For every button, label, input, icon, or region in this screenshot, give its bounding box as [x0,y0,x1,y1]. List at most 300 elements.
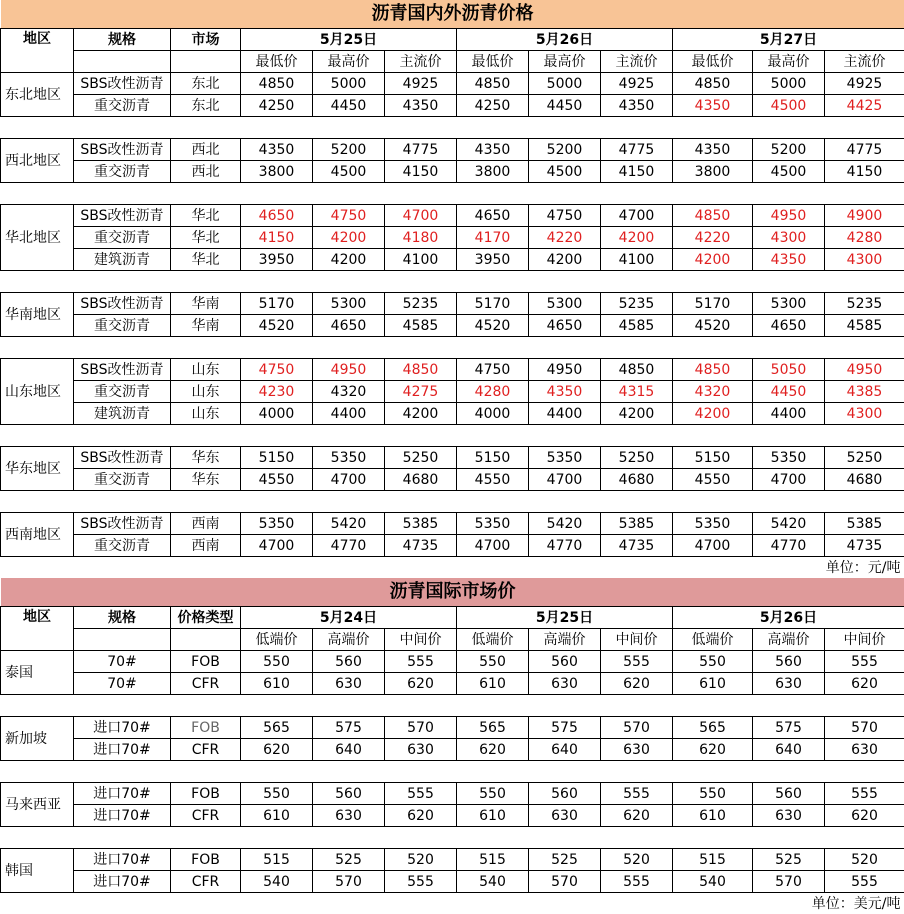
intl-price-cell: 620 [457,739,529,761]
intl-price-cell: 610 [241,805,313,827]
dom-price-cell: 4300 [753,227,825,249]
intl-subheader: 中间价 [385,629,457,651]
dom-price-cell: 4700 [313,469,385,491]
dom-price-cell: 4520 [457,315,529,337]
dom-market-cell: 西南 [171,513,241,535]
dom-price-cell: 5420 [529,513,601,535]
dom-price-cell: 4735 [825,535,904,557]
intl-header-date-3: 5月26日 [673,607,904,629]
table-row [1,469,904,491]
dom-price-cell: 5300 [529,293,601,315]
intl-header-price-type: 价格类型 [171,607,241,629]
dom-market-cell: 东北 [171,95,241,117]
dom-market-cell: 华东 [171,447,241,469]
dom-subheader: 最高价 [529,51,601,73]
dom-price-cell: 4850 [241,73,313,95]
intl-price-cell: 630 [313,673,385,695]
table-row [1,535,904,557]
dom-region-cell: 东北地区 [1,73,74,117]
intl-price-cell: 520 [601,849,673,871]
intl-spec-cell: 进口70# [74,849,171,871]
dom-price-cell: 4275 [385,381,457,403]
intl-price-cell: 630 [385,739,457,761]
dom-price-cell: 5385 [825,513,904,535]
dom-price-cell: 4000 [457,403,529,425]
dom-price-cell: 4450 [313,95,385,117]
dom-price-cell: 4170 [457,227,529,249]
intl-subheader: 低端价 [241,629,313,651]
intl-price-cell: 540 [673,871,753,893]
dom-price-cell: 4320 [673,381,753,403]
dom-price-cell: 4735 [385,535,457,557]
intl-spacer-cell [1,761,904,783]
dom-price-cell: 4550 [457,469,529,491]
intl-price-cell: 555 [385,871,457,893]
intl-price-cell: 640 [753,739,825,761]
dom-market-cell: 华北 [171,249,241,271]
dom-spec-cell: SBS改性沥青 [74,293,171,315]
table-row [1,359,904,381]
dom-market-cell: 山东 [171,359,241,381]
dom-region-cell: 华北地区 [1,205,74,271]
intl-spec-cell: 进口70# [74,805,171,827]
dom-subheader: 主流价 [385,51,457,73]
dom-price-cell: 4200 [673,249,753,271]
dom-market-cell: 华东 [171,469,241,491]
intl-header-type-blank [171,629,241,651]
dom-price-cell: 4735 [601,535,673,557]
dom-price-cell: 4500 [529,161,601,183]
intl-header-date-2: 5月25日 [457,607,673,629]
intl-price-cell: 640 [529,739,601,761]
dom-price-cell: 4750 [313,205,385,227]
dom-price-cell: 4150 [601,161,673,183]
table-row [1,513,904,535]
intl-price-cell: 570 [385,717,457,739]
dom-unit-row [1,557,904,579]
header-date-2: 5月26日 [457,29,673,51]
intl-price-cell: 620 [385,673,457,695]
intl-header-spec-blank [74,629,171,651]
dom-spacer-cell [1,117,904,139]
dom-price-cell: 5000 [753,73,825,95]
dom-spacer-row [1,117,904,139]
dom-price-cell: 4700 [241,535,313,557]
dom-price-cell: 4520 [673,315,753,337]
dom-price-cell: 5170 [241,293,313,315]
intl-price-cell: 620 [241,739,313,761]
dom-price-cell: 4350 [241,139,313,161]
header-date-3: 5月27日 [673,29,904,51]
dom-price-cell: 4585 [601,315,673,337]
intl-price-cell: 560 [313,651,385,673]
dom-price-cell: 4850 [601,359,673,381]
dom-price-cell: 4100 [601,249,673,271]
dom-spacer-cell [1,271,904,293]
intl-price-cell: 630 [529,805,601,827]
intl-price-cell: 555 [825,783,904,805]
dom-price-cell: 4650 [457,205,529,227]
intl-subheader: 高端价 [313,629,385,651]
intl-price-cell: 560 [529,783,601,805]
intl-spacer-row [1,761,904,783]
dom-spacer-row [1,337,904,359]
dom-subheader: 主流价 [601,51,673,73]
header-spec: 规格 [74,29,171,51]
intl-price-cell: 610 [457,673,529,695]
dom-price-cell: 5235 [825,293,904,315]
intl-type-cell: CFR [171,739,241,761]
dom-price-cell: 5350 [529,447,601,469]
intl-price-cell: 555 [825,871,904,893]
intl-price-cell: 570 [825,717,904,739]
dom-price-cell: 4550 [673,469,753,491]
dom-price-cell: 4750 [457,359,529,381]
dom-price-cell: 4775 [825,139,904,161]
dom-price-cell: 4150 [385,161,457,183]
intl-price-cell: 570 [601,717,673,739]
intl-price-cell: 560 [313,783,385,805]
dom-price-cell: 4350 [457,139,529,161]
intl-price-cell: 550 [241,783,313,805]
table-row [1,227,904,249]
dom-region-cell: 西南地区 [1,513,74,557]
dom-spec-cell: 建筑沥青 [74,249,171,271]
table-row [1,783,904,805]
dom-price-cell: 4850 [673,205,753,227]
dom-price-cell: 4180 [385,227,457,249]
intl-spacer-row [1,827,904,849]
intl-price-cell: 575 [313,717,385,739]
table-row [1,315,904,337]
dom-market-cell: 山东 [171,381,241,403]
table-row [1,403,904,425]
intl-subheader: 中间价 [601,629,673,651]
dom-spec-cell: SBS改性沥青 [74,359,171,381]
dom-spacer-cell [1,183,904,205]
dom-price-cell: 4925 [601,73,673,95]
dom-market-cell: 西北 [171,139,241,161]
dom-price-cell: 4300 [825,403,904,425]
dom-price-cell: 5150 [241,447,313,469]
intl-header-spec: 规格 [74,607,171,629]
dom-price-cell: 4850 [673,359,753,381]
dom-price-cell: 5000 [529,73,601,95]
dom-price-cell: 5350 [241,513,313,535]
intl-price-cell: 620 [601,805,673,827]
dom-price-cell: 4770 [529,535,601,557]
dom-price-cell: 4680 [385,469,457,491]
dom-spacer-cell [1,337,904,359]
intl-spacer-row [1,695,904,717]
dom-price-cell: 4770 [313,535,385,557]
table-row [1,447,904,469]
intl-price-cell: 525 [753,849,825,871]
dom-price-cell: 5170 [457,293,529,315]
dom-price-cell: 4100 [385,249,457,271]
dom-spec-cell: 重交沥青 [74,381,171,403]
intl-region-cell: 韩国 [1,849,74,893]
dom-price-cell: 4150 [241,227,313,249]
dom-price-cell: 5350 [753,447,825,469]
dom-price-cell: 5200 [529,139,601,161]
dom-price-cell: 4900 [825,205,904,227]
intl-spec-cell: 70# [74,651,171,673]
dom-region-cell: 西北地区 [1,139,74,183]
intl-region-cell: 新加坡 [1,717,74,761]
intl-spec-cell: 进口70# [74,783,171,805]
dom-spec-cell: 重交沥青 [74,161,171,183]
intl-spec-cell: 70# [74,673,171,695]
dom-price-cell: 4000 [241,403,313,425]
dom-subheader: 最低价 [673,51,753,73]
dom-subheader: 最低价 [241,51,313,73]
dom-price-cell: 4775 [385,139,457,161]
intl-spacer-cell [1,695,904,717]
table-row [1,205,904,227]
dom-price-cell: 4550 [241,469,313,491]
dom-price-cell: 4400 [313,403,385,425]
table-row [1,651,904,673]
intl-type-cell: CFR [171,673,241,695]
dom-price-cell: 4280 [825,227,904,249]
intl-price-cell: 570 [313,871,385,893]
dom-price-cell: 4280 [457,381,529,403]
intl-price-cell: 610 [673,673,753,695]
dom-price-cell: 4350 [673,139,753,161]
dom-price-cell: 4850 [457,73,529,95]
dom-price-cell: 4200 [529,249,601,271]
dom-market-cell: 东北 [171,73,241,95]
dom-price-cell: 4350 [673,95,753,117]
dom-spec-cell: SBS改性沥青 [74,447,171,469]
dom-price-cell: 4200 [601,403,673,425]
intl-subheader: 中间价 [825,629,904,651]
intl-spec-cell: 进口70# [74,739,171,761]
dom-price-cell: 4200 [385,403,457,425]
dom-price-cell: 4350 [753,249,825,271]
dom-price-cell: 4700 [601,205,673,227]
dom-price-cell: 5250 [385,447,457,469]
dom-price-cell: 4700 [457,535,529,557]
dom-price-cell: 4850 [673,73,753,95]
dom-price-cell: 4950 [825,359,904,381]
dom-market-cell: 华北 [171,205,241,227]
table-row [1,739,904,761]
intl-price-cell: 520 [825,849,904,871]
dom-price-cell: 4500 [753,95,825,117]
dom-price-cell: 4520 [241,315,313,337]
intl-price-cell: 630 [753,805,825,827]
dom-price-cell: 4750 [241,359,313,381]
dom-price-cell: 4650 [241,205,313,227]
table-row [1,161,904,183]
dom-spacer-row [1,491,904,513]
table-row [1,871,904,893]
intl-subheader: 高端价 [753,629,825,651]
dom-price-cell: 4300 [825,249,904,271]
dom-price-cell: 5235 [385,293,457,315]
dom-price-cell: 5200 [753,139,825,161]
dom-price-cell: 5200 [313,139,385,161]
intl-region-cell: 泰国 [1,651,74,695]
intl-price-cell: 540 [241,871,313,893]
table-row [1,293,904,315]
dom-price-cell: 4350 [385,95,457,117]
dom-spec-cell: SBS改性沥青 [74,73,171,95]
dom-market-cell: 西北 [171,161,241,183]
table-row [1,673,904,695]
dom-price-cell: 5170 [673,293,753,315]
intl-price-cell: 575 [753,717,825,739]
dom-price-cell: 5350 [457,513,529,535]
dom-price-cell: 4950 [529,359,601,381]
intl-spacer-cell [1,827,904,849]
dom-price-cell: 4385 [825,381,904,403]
intl-header-date-1: 5月24日 [241,607,457,629]
table-row [1,381,904,403]
intl-price-cell: 570 [753,871,825,893]
dom-price-cell: 4650 [313,315,385,337]
intl-price-cell: 610 [241,673,313,695]
dom-price-cell: 4950 [753,205,825,227]
dom-market-cell: 华南 [171,293,241,315]
intl-price-cell: 555 [601,871,673,893]
intl-price-cell: 525 [529,849,601,871]
dom-market-cell: 华南 [171,315,241,337]
dom-price-cell: 5150 [457,447,529,469]
dom-price-cell: 4700 [385,205,457,227]
intl-spec-cell: 进口70# [74,871,171,893]
intl-type-cell: FOB [171,651,241,673]
dom-price-cell: 4450 [529,95,601,117]
dom-unit-label: 单位：元/吨 [1,557,904,579]
intl-subheader: 低端价 [457,629,529,651]
intl-price-cell: 520 [385,849,457,871]
dom-price-cell: 5420 [753,513,825,535]
international-title: 沥青国际市场价 [1,578,904,607]
dom-price-cell: 4680 [601,469,673,491]
intl-price-cell: 620 [385,805,457,827]
dom-subheader: 主流价 [825,51,904,73]
dom-price-cell: 4500 [753,161,825,183]
intl-type-cell: FOB [171,849,241,871]
dom-spec-cell: 重交沥青 [74,535,171,557]
intl-price-cell: 555 [385,783,457,805]
intl-header-region: 地区 [1,607,74,651]
header-date-1: 5月25日 [241,29,457,51]
intl-price-cell: 515 [241,849,313,871]
intl-price-cell: 630 [753,673,825,695]
table-row [1,249,904,271]
dom-price-cell: 4500 [313,161,385,183]
dom-price-cell: 4700 [529,469,601,491]
dom-price-cell: 5000 [313,73,385,95]
dom-spacer-row [1,183,904,205]
dom-price-cell: 4680 [825,469,904,491]
dom-region-cell: 华南地区 [1,293,74,337]
intl-unit-label: 单位：美元/吨 [1,893,904,914]
intl-region-cell: 马来西亚 [1,783,74,827]
dom-spec-cell: 重交沥青 [74,227,171,249]
dom-price-cell: 4700 [753,469,825,491]
intl-price-cell: 550 [457,651,529,673]
dom-price-cell: 5350 [313,447,385,469]
intl-price-cell: 570 [529,871,601,893]
table-row [1,139,904,161]
dom-price-cell: 5385 [385,513,457,535]
dom-price-cell: 5250 [825,447,904,469]
intl-price-cell: 565 [673,717,753,739]
dom-spec-cell: 重交沥青 [74,315,171,337]
dom-price-cell: 4585 [825,315,904,337]
dom-price-cell: 5385 [601,513,673,535]
table-row [1,717,904,739]
intl-price-cell: 630 [601,739,673,761]
intl-price-cell: 550 [241,651,313,673]
header-market: 市场 [171,29,241,51]
dom-price-cell: 4650 [529,315,601,337]
dom-price-cell: 4200 [313,227,385,249]
dom-spec-cell: SBS改性沥青 [74,513,171,535]
dom-price-cell: 4220 [529,227,601,249]
intl-price-cell: 630 [313,805,385,827]
intl-price-cell: 550 [673,783,753,805]
dom-subheader: 最高价 [313,51,385,73]
intl-price-cell: 515 [457,849,529,871]
intl-price-cell: 630 [529,673,601,695]
intl-price-cell: 610 [673,805,753,827]
dom-spec-cell: 重交沥青 [74,95,171,117]
dom-price-cell: 4925 [825,73,904,95]
dom-price-cell: 4200 [601,227,673,249]
intl-price-cell: 610 [457,805,529,827]
dom-price-cell: 4750 [529,205,601,227]
dom-price-cell: 4250 [457,95,529,117]
intl-spec-cell: 进口70# [74,717,171,739]
dom-price-cell: 3800 [457,161,529,183]
dom-spec-cell: SBS改性沥青 [74,205,171,227]
intl-price-cell: 620 [825,673,904,695]
dom-spec-cell: 重交沥青 [74,469,171,491]
intl-price-cell: 560 [753,783,825,805]
domestic-title: 沥青国内外沥青价格 [1,0,904,29]
dom-price-cell: 5050 [753,359,825,381]
dom-market-cell: 山东 [171,403,241,425]
dom-price-cell: 4450 [753,381,825,403]
dom-market-cell: 西南 [171,535,241,557]
dom-subheader: 最高价 [753,51,825,73]
dom-region-cell: 山东地区 [1,359,74,425]
dom-price-cell: 3950 [241,249,313,271]
intl-subheader: 低端价 [673,629,753,651]
dom-price-cell: 3800 [241,161,313,183]
dom-price-cell: 4770 [753,535,825,557]
intl-type-cell: CFR [171,805,241,827]
dom-price-cell: 3950 [457,249,529,271]
dom-price-cell: 4850 [385,359,457,381]
dom-spacer-row [1,425,904,447]
dom-price-cell: 3800 [673,161,753,183]
dom-price-cell: 4775 [601,139,673,161]
dom-price-cell: 4400 [529,403,601,425]
dom-price-cell: 5250 [601,447,673,469]
dom-price-cell: 4950 [313,359,385,381]
intl-price-cell: 540 [457,871,529,893]
dom-price-cell: 4925 [385,73,457,95]
dom-price-cell: 5420 [313,513,385,535]
dom-price-cell: 4585 [385,315,457,337]
